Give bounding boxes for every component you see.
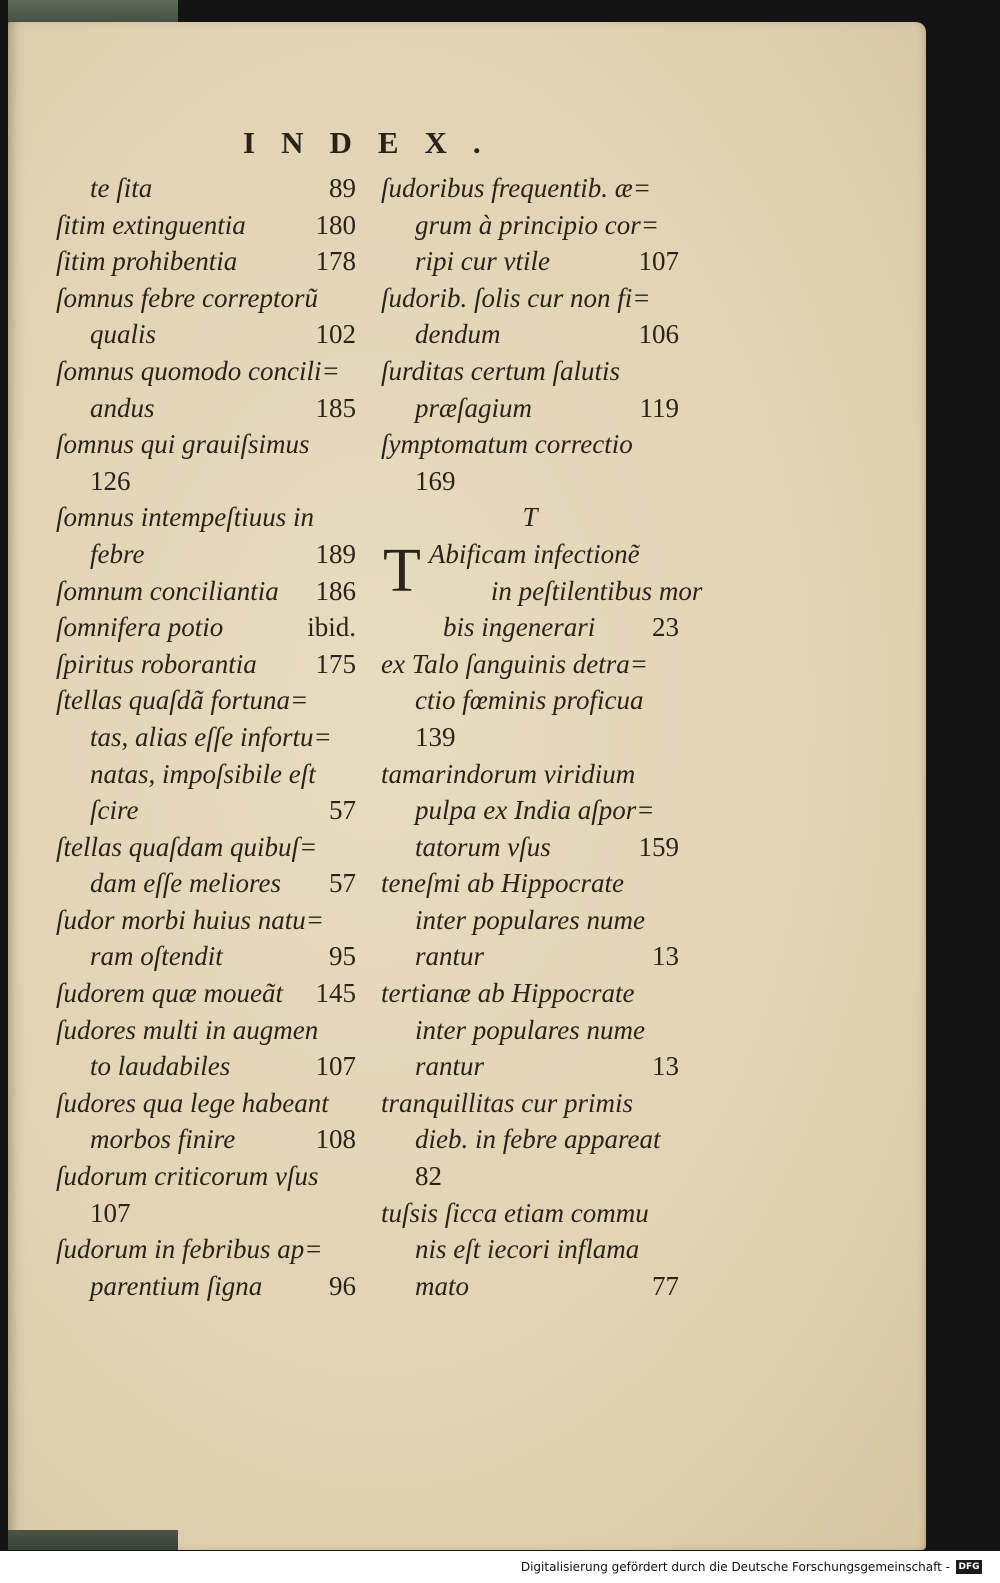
entry-line: [56, 646, 356, 683]
page-number: 89: [329, 173, 356, 203]
entry-line: [56, 1158, 356, 1195]
entry-line: [56, 682, 356, 719]
entry-line: [56, 170, 356, 207]
entry-line: [381, 426, 679, 463]
dfg-logo: DFG: [956, 1560, 982, 1574]
page-number: 178: [315, 246, 356, 277]
bottom-bookmark-tab: [8, 1530, 178, 1550]
index-entry: [56, 573, 356, 610]
entry-line: [56, 426, 356, 463]
entry-text: ctio fœminis proficua: [415, 685, 644, 716]
entry-line: [56, 573, 356, 610]
entry-line: [381, 390, 679, 427]
entry-line: [381, 719, 679, 756]
page-number: 107: [638, 246, 679, 277]
entry-text: ram oſtendit: [90, 941, 223, 972]
entry-text: ſymptomatum correctio: [381, 429, 633, 460]
entry-line: [381, 975, 679, 1012]
entry-line: [381, 1158, 679, 1195]
entry-line: [381, 1121, 679, 1158]
entry-text: tas, alias eſſe infortu=: [90, 721, 332, 752]
entry-line: [56, 719, 356, 756]
entry-text: inter populares nume: [415, 904, 645, 935]
entry-text: ſpiritus roborantia: [56, 648, 257, 679]
entry-line: [381, 646, 679, 683]
index-entry: [381, 756, 679, 866]
entry-text: dendum: [415, 319, 501, 350]
entry-text: ſudorib. ſolis cur non fi=: [381, 282, 651, 313]
index-entry: [381, 170, 679, 280]
entry-text: ſomnus quomodo concili=: [56, 355, 340, 386]
entry-line: [56, 207, 356, 244]
index-entry: [56, 353, 356, 426]
entry-line: [56, 536, 356, 573]
entry-line: [56, 829, 356, 866]
entry-line: [381, 938, 679, 975]
entry-text: ſomnum conciliantia: [56, 575, 279, 606]
entry-line: [381, 792, 679, 829]
page-number: 82: [415, 1161, 442, 1192]
index-entry: [56, 829, 356, 902]
index-entry: [381, 353, 679, 426]
entry-line: [56, 353, 356, 390]
entry-text: grum à principio cor=: [415, 209, 659, 240]
funding-footer: [0, 1551, 1000, 1583]
entry-line: [56, 609, 356, 646]
entry-line: [381, 1012, 679, 1049]
index-entry: [56, 280, 356, 353]
entry-text: ripi cur vtile: [415, 246, 550, 277]
entry-line: [381, 1268, 679, 1305]
entry-line: [429, 536, 679, 573]
entry-line: [381, 609, 679, 646]
entry-line: [56, 390, 356, 427]
entry-text: ſudorum in febribus ap=: [56, 1234, 323, 1265]
entry-text: ſitim prohibentia: [56, 246, 238, 277]
entry-text: qualis: [90, 319, 157, 350]
entry-text: ſurditas certum ſalutis: [381, 355, 621, 386]
index-entry: [56, 646, 356, 683]
entry-text: ſomnus intempeſtiuus in: [56, 502, 314, 533]
index-entry: [56, 1085, 356, 1158]
entry-line: [56, 938, 356, 975]
page-number: 13: [652, 1051, 679, 1082]
entry-line: [429, 573, 703, 610]
page-number: 95: [329, 941, 356, 972]
entry-text: bis ingenerari: [443, 612, 596, 643]
entry-text: parentium ſigna: [90, 1270, 263, 1301]
entry-line: [56, 280, 356, 317]
entry-line: [56, 756, 356, 793]
index-entry: [56, 682, 356, 828]
page-number: 57: [329, 795, 356, 826]
index-entry: [56, 499, 356, 572]
page-number: 175: [315, 648, 356, 679]
entry-text: Abificam infectionẽ: [428, 538, 640, 569]
entry-text: te ſita: [90, 173, 153, 203]
index-entry: [56, 1231, 356, 1304]
entry-line: [381, 207, 679, 244]
index-entry: [381, 646, 679, 756]
page-number: 96: [329, 1270, 356, 1301]
entry-line: [56, 316, 356, 353]
entry-line: [56, 792, 356, 829]
entry-text: ſomnifera potio: [56, 612, 224, 643]
entry-text: dam eſſe meliores: [90, 868, 281, 899]
book-page: [8, 22, 926, 1550]
entry-text: ſtellas quaſdam quibuſ=: [56, 831, 318, 862]
entry-text: pulpa ex India aſpor=: [415, 795, 655, 826]
entry-text: ſudorum criticorum vſus: [56, 1161, 319, 1192]
index-entry: [56, 1012, 356, 1085]
index-entry: [56, 975, 356, 1012]
section-letter: T: [522, 502, 538, 533]
entry-line: [381, 463, 679, 500]
entry-line: [381, 902, 679, 939]
entry-text: præſagium: [415, 392, 533, 423]
entry-line: [381, 865, 679, 902]
entry-text: tranquillitas cur primis: [381, 1087, 634, 1118]
index-entry: [56, 170, 356, 207]
page-number: ibid.: [307, 612, 356, 643]
entry-line: [381, 316, 679, 353]
entry-text: ſtellas quaſdã fortuna=: [56, 685, 309, 716]
entry-text: ſomnus febre correptorũ: [56, 282, 318, 313]
funding-text: Digitalisierung gefördert durch die Deutsche Forschungsgemeinschaft -: [520, 1560, 950, 1574]
entry-line: [381, 682, 679, 719]
page-number: 159: [638, 831, 679, 862]
index-entry: [381, 280, 679, 353]
entry-text: ſudores qua lege habeant: [56, 1087, 329, 1118]
entry-text: to laudabiles: [90, 1051, 231, 1082]
entry-line: [56, 1231, 356, 1268]
entry-line: [381, 1195, 679, 1232]
entry-line: [56, 1048, 356, 1085]
index-entry: [56, 243, 356, 280]
entry-line: [56, 1121, 356, 1158]
page-number: 145: [315, 978, 356, 1009]
entry-line: [56, 243, 356, 280]
entry-text: ſitim extinguentia: [56, 209, 246, 240]
entry-text: inter populares nume: [415, 1014, 645, 1045]
index-entry: [56, 902, 356, 975]
index-entry: [56, 426, 356, 499]
index-entry: [381, 1195, 679, 1305]
entry-text: teneſmi ab Hippocrate: [381, 868, 624, 899]
entry-line: [56, 975, 356, 1012]
entry-text: dieb. in febre appareat: [415, 1124, 661, 1155]
index-entry: [381, 1085, 679, 1195]
entry-line: [381, 829, 679, 866]
entry-text: tuſsis ſicca etiam commu: [381, 1197, 649, 1228]
entry-text: morbos finire: [90, 1124, 236, 1155]
entry-text: nis eſt iecori inflama: [415, 1234, 640, 1265]
page-number: 23: [652, 612, 679, 643]
entry-line: [56, 1195, 356, 1232]
entry-line: [56, 1012, 356, 1049]
page-number: 107: [90, 1197, 131, 1228]
page-number: 180: [315, 209, 356, 240]
entry-text: ſudorem quæ moueãt: [56, 978, 283, 1009]
entry-text: natas, impoſsibile eſt: [90, 758, 316, 789]
entry-line: [381, 756, 679, 793]
page-number: 108: [315, 1124, 356, 1155]
drop-cap: T: [383, 536, 421, 605]
entry-text: tertianæ ab Hippocrate: [381, 978, 635, 1009]
entry-line: [56, 499, 356, 536]
entry-line: [381, 170, 679, 207]
page-number: 186: [315, 575, 356, 606]
page-number: 77: [652, 1270, 679, 1301]
entry-text: in peſtilentibus mor: [490, 575, 703, 606]
page-number: 139: [415, 721, 456, 752]
entry-text: ſudor morbi huius natu=: [56, 904, 324, 935]
index-entry: [381, 426, 679, 499]
page-number: 126: [90, 465, 131, 496]
entry-line: [381, 353, 679, 390]
entry-line: [381, 280, 679, 317]
index-entry: [56, 1158, 356, 1231]
page-number: 119: [639, 392, 679, 423]
entry-line: [381, 1048, 679, 1085]
page-number: 106: [638, 319, 679, 350]
index-entry: [381, 975, 679, 1085]
page-number: 169: [415, 465, 456, 496]
page-number: 57: [329, 868, 356, 899]
entry-line: [381, 243, 679, 280]
index-entry: [56, 207, 356, 244]
entry-line: [56, 1085, 356, 1122]
entry-text: rantur: [415, 941, 485, 972]
page-number: 189: [315, 538, 356, 569]
entry-text: rantur: [415, 1051, 485, 1082]
page-number: 13: [652, 941, 679, 972]
entry-line: [381, 1085, 679, 1122]
entry-text: andus: [90, 392, 155, 423]
index-entry: [56, 609, 356, 646]
index-entry: [381, 865, 679, 975]
entry-line: [381, 1231, 679, 1268]
running-head: INDEX.: [243, 125, 507, 160]
entry-line: [56, 865, 356, 902]
index-entry: [381, 536, 703, 646]
entry-text: ſudores multi in augmen: [56, 1014, 319, 1045]
page-number: 185: [315, 392, 356, 423]
page-number: 107: [315, 1051, 356, 1082]
entry-text: ex Talo ſanguinis detra=: [381, 648, 648, 679]
entry-text: ſomnus qui grauiſsimus: [56, 429, 310, 460]
entry-text: febre: [90, 538, 145, 569]
page-number: 102: [315, 319, 356, 350]
entry-text: ſcire: [90, 795, 139, 826]
index-column-right: [381, 170, 703, 1304]
entry-text: mato: [415, 1270, 469, 1301]
entry-line: [56, 463, 356, 500]
entry-text: ſudoribus frequentib. æ=: [381, 173, 651, 203]
entry-line: [56, 902, 356, 939]
index-column-left: [56, 170, 356, 1304]
entry-line: [56, 1268, 356, 1305]
entry-text: tatorum vſus: [415, 831, 551, 862]
entry-text: tamarindorum viridium: [381, 758, 636, 789]
